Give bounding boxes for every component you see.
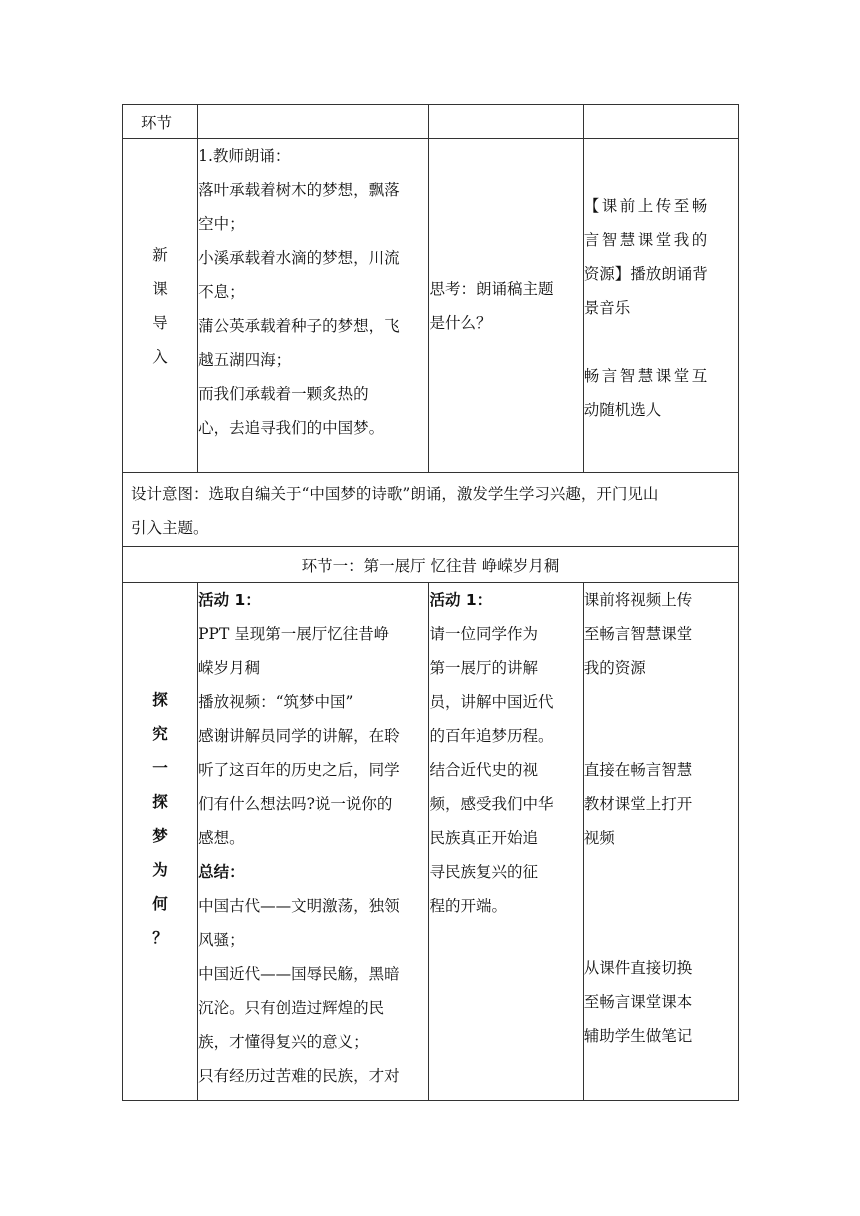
explore-tech-line: 我的资源 — [583, 659, 646, 677]
intro-teacher-line: 1.教师朗诵： — [198, 147, 291, 165]
intro-teacher-line: 小溪承载着水滴的梦想，川流 — [198, 249, 400, 267]
intro-tech-cell — [583, 139, 738, 473]
explore-tech-line: 课前将视频上传 — [583, 591, 693, 609]
lesson-plan-table — [122, 104, 739, 1101]
explore-student-line: 员，讲解中国近代 — [429, 693, 554, 711]
summary-line: 中国近代——国辱民觞，黑暗 — [198, 965, 400, 983]
intro-teacher-line: 落叶承载着树木的梦想，飘落 — [198, 181, 400, 199]
explore-student-line: 第一展厅的讲解 — [429, 659, 538, 677]
intro-tech-line: 资源】播放朗诵背 — [583, 265, 708, 283]
header-tech-cell — [583, 105, 738, 139]
design-intent-row — [123, 473, 739, 547]
header-teacher-cell — [198, 105, 429, 139]
explore-stage-char: 为 — [152, 860, 168, 879]
intro-tech-line: 【课前上传至畅 — [583, 197, 710, 215]
intro-teacher-cell — [198, 139, 429, 473]
intro-stage-char: 导 — [152, 313, 168, 332]
explore-teacher-line: 嵘岁月稠 — [198, 659, 261, 677]
explore-stage-char: 探 — [152, 792, 168, 811]
intro-tech-line: 言智慧课堂我的 — [583, 231, 710, 249]
explore-stage-char: 探 — [152, 690, 168, 709]
explore-tech-line: 教材课堂上打开 — [583, 795, 693, 813]
explore-stage-char: 一 — [152, 758, 168, 777]
explore-tech-line: 从课件直接切换 — [583, 959, 693, 977]
explore-student-line: 请一位同学作为 — [429, 625, 538, 643]
summary-line: 族，才懂得复兴的意义； — [198, 1033, 369, 1051]
intro-stage-char: 新 — [152, 245, 168, 264]
explore-teacher-line: 感想。 — [198, 829, 245, 847]
explore-student-line: 的百年追梦历程。 — [429, 727, 554, 745]
design-intent-line: 设计意图：选取自编关于“中国梦的诗歌”朗诵，激发学生学习兴趣，开门见山 — [131, 485, 659, 503]
design-intent-line: 引入主题。 — [131, 519, 209, 537]
explore-teacher-line: PPT 呈现第一展厅忆往昔峥 — [198, 625, 390, 643]
intro-student-line: 思考：朗诵稿主题 — [429, 279, 554, 298]
explore-tech-line: 视频 — [583, 829, 615, 847]
intro-teacher-line: 心，去追寻我们的中国梦。 — [198, 419, 385, 437]
explore-row — [123, 583, 739, 1101]
header-student-cell — [429, 105, 583, 139]
explore-student-cell — [429, 583, 583, 1101]
intro-teacher-line: 蒲公英承载着种子的梦想，飞 — [198, 317, 400, 335]
student-activity-heading: 活动 1： — [429, 591, 493, 609]
section-title-row — [123, 547, 739, 583]
explore-teacher-cell — [198, 583, 429, 1101]
summary-heading: 总结： — [198, 863, 245, 881]
explore-tech-line: 至畅言智慧课堂 — [583, 625, 693, 643]
summary-line: 只有经历过苦难的民族，才对 — [198, 1067, 400, 1085]
section-title: 环节一：第一展厅 忆往昔 峥嵘岁月稠 — [301, 556, 560, 575]
intro-student-line: 是什么？ — [429, 313, 492, 332]
summary-line: 沉沦。只有创造过辉煌的民 — [198, 999, 385, 1017]
intro-stage-char: 入 — [152, 347, 168, 366]
explore-student-line: 民族真正开始追 — [429, 829, 538, 847]
teacher-activity-heading: 活动 1： — [198, 591, 261, 609]
header-stage-cell — [123, 105, 198, 139]
explore-stage-cell — [123, 583, 198, 1101]
intro-stage-char: 课 — [152, 279, 168, 298]
explore-student-line: 结合近代史的视 — [429, 761, 538, 779]
summary-line: 中国古代——文明激荡，独领 — [198, 897, 400, 915]
intro-teacher-line: 不息； — [198, 283, 245, 301]
explore-student-line: 程的开端。 — [429, 897, 507, 915]
design-intent-cell — [123, 473, 739, 547]
explore-tech-line: 直接在畅言智慧 — [583, 761, 693, 779]
explore-student-line: 频，感受我们中华 — [429, 795, 554, 813]
intro-row — [123, 139, 739, 473]
intro-tech-line: 动随机选人 — [583, 401, 662, 419]
explore-teacher-line: 听了这百年的历史之后，同学 — [198, 761, 400, 779]
summary-line: 风骚； — [198, 931, 245, 949]
explore-tech-cell — [583, 583, 738, 1101]
explore-teacher-line: 们有什么想法吗?说一说你的 — [198, 795, 393, 813]
intro-stage-cell — [123, 139, 198, 473]
intro-teacher-line: 而我们承载着一颗炙热的 — [198, 385, 369, 403]
explore-stage-char: ？ — [152, 928, 168, 947]
header-stage-label: 环节 — [141, 113, 173, 132]
intro-teacher-line: 越五湖四海； — [198, 351, 292, 369]
explore-stage-char: 梦 — [152, 826, 168, 845]
explore-stage-char: 究 — [152, 724, 168, 743]
intro-teacher-line: 空中； — [198, 215, 245, 233]
section-title-cell — [123, 547, 739, 583]
explore-stage-char: 何 — [152, 894, 168, 913]
header-row — [123, 105, 739, 139]
intro-tech-line: 景音乐 — [583, 299, 631, 317]
explore-tech-line: 至畅言课堂课本 — [583, 993, 693, 1011]
explore-teacher-line: 播放视频：“筑梦中国” — [198, 693, 354, 711]
explore-teacher-line: 感谢讲解员同学的讲解，在聆 — [198, 727, 400, 745]
intro-student-cell — [429, 139, 583, 473]
explore-student-line: 寻民族复兴的征 — [429, 863, 538, 881]
explore-tech-line: 辅助学生做笔记 — [583, 1027, 693, 1045]
intro-tech-line: 畅言智慧课堂互 — [583, 367, 710, 385]
